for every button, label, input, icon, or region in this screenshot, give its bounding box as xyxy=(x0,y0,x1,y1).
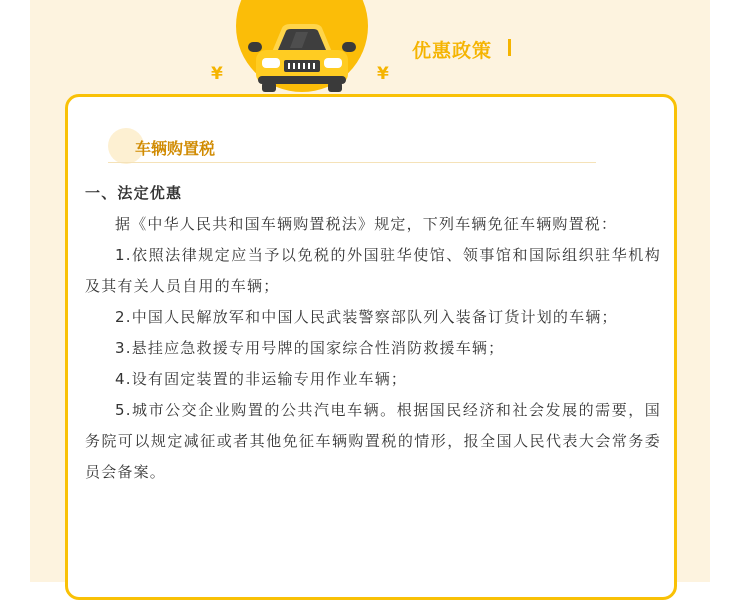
list-item: 1.依照法律规定应当予以免税的外国驻华使馆、领事馆和国际组织驻华机构及其有关人员自用的车辆； xyxy=(85,246,661,295)
list-item: 4.设有固定装置的非运输专用作业车辆； xyxy=(115,370,408,388)
yen-icon: ¥ xyxy=(211,64,223,84)
list-item: 3.悬挂应急救援专用号牌的国家综合性消防救援车辆； xyxy=(115,339,505,357)
article-body xyxy=(85,178,661,488)
page-title: 优惠政策 xyxy=(412,40,493,62)
title-accent-bar xyxy=(508,39,511,56)
list-item: 5.城市公交企业购置的公共汽电车辆。根据国民经济和社会发展的需要，国务院可以规定减征或者其他免征车辆购置税的情形，报全国人民代表大会常务委员会备案。 xyxy=(85,401,661,481)
list-item: 2.中国人民解放军和中国人民武装警察部队列入装备订货计划的车辆； xyxy=(115,308,618,326)
article-heading: 一、法定优惠 xyxy=(85,184,183,202)
yen-icon: ¥ xyxy=(377,64,389,84)
section-subtitle: 车辆购置税 xyxy=(135,139,216,158)
car-icon xyxy=(246,22,358,94)
subtitle-divider xyxy=(108,162,596,163)
article-intro: 据《中华人民共和国车辆购置税法》规定，下列车辆免征车辆购置税： xyxy=(115,215,618,233)
